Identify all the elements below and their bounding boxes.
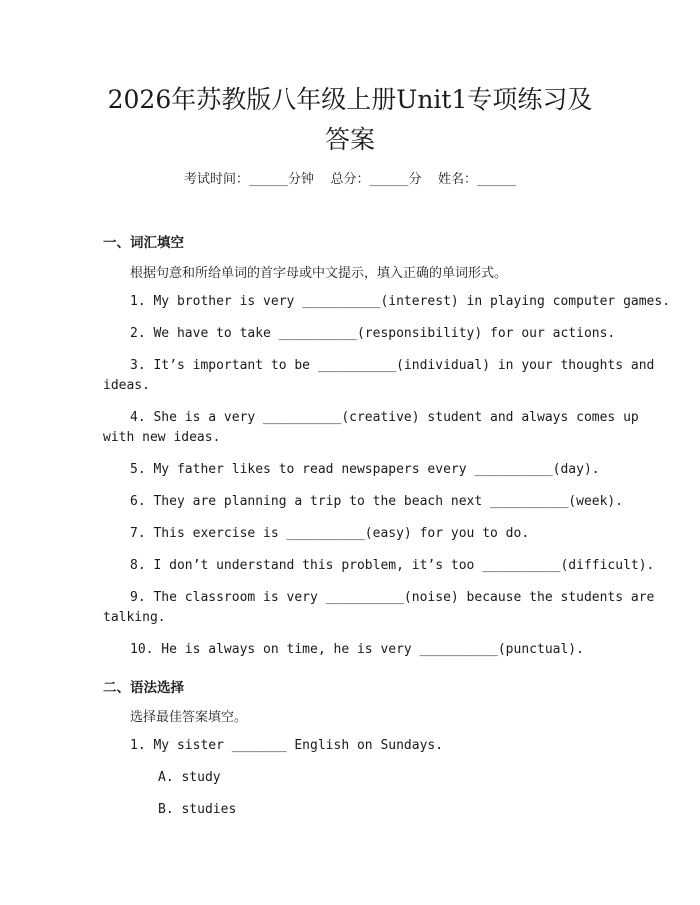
question-line-continued: talking. — [103, 610, 166, 625]
title-line-1: 2026年苏教版八年级上册Unit1专项练习及 — [107, 85, 593, 114]
question-line: 8. I don’t understand this problem, it’s too __________(difficult). — [130, 558, 655, 573]
question-line: 5. My father likes to read newspapers every __________(day). — [130, 462, 600, 477]
question-line: 1. My sister _______ English on Sundays. — [130, 738, 444, 753]
question-line: 10. He is always on time, he is very __________(punctual). — [130, 642, 584, 657]
question-line: 6. They are planning a trip to the beach next __________(week). — [130, 494, 624, 509]
question-line-continued: ideas. — [103, 378, 150, 393]
option-a: A. study — [158, 770, 221, 785]
question-line: 2. We have to take __________(responsibility) for our actions. — [130, 326, 616, 341]
section-heading-grammar: 二、语法选择 — [103, 680, 184, 696]
section-instruction: 选择最佳答案填空。 — [130, 710, 248, 725]
question-line: 4. She is a very __________(creative) student and always comes up — [130, 410, 639, 425]
question-line-continued: with new ideas. — [103, 430, 221, 445]
section-heading-vocabulary: 一、词汇填空 — [103, 235, 184, 251]
exam-info: 考试时间：______分钟 总分：______分 姓名：______ — [183, 172, 517, 187]
question-line: 9. The classroom is very __________(noise) because the students are — [130, 590, 655, 605]
title-line-2: 答案 — [324, 125, 375, 154]
question-line: 3. It’s important to be __________(individual) in your thoughts and — [130, 358, 655, 373]
section-instruction: 根据句意和所给单词的首字母或中文提示，填入正确的单词形式。 — [130, 266, 508, 281]
question-line: 1. My brother is very __________(interest) in playing computer games. — [130, 294, 671, 309]
option-b: B. studies — [158, 802, 237, 817]
question-line: 7. This exercise is __________(easy) for you to do. — [130, 526, 530, 541]
document-title — [60, 80, 640, 160]
